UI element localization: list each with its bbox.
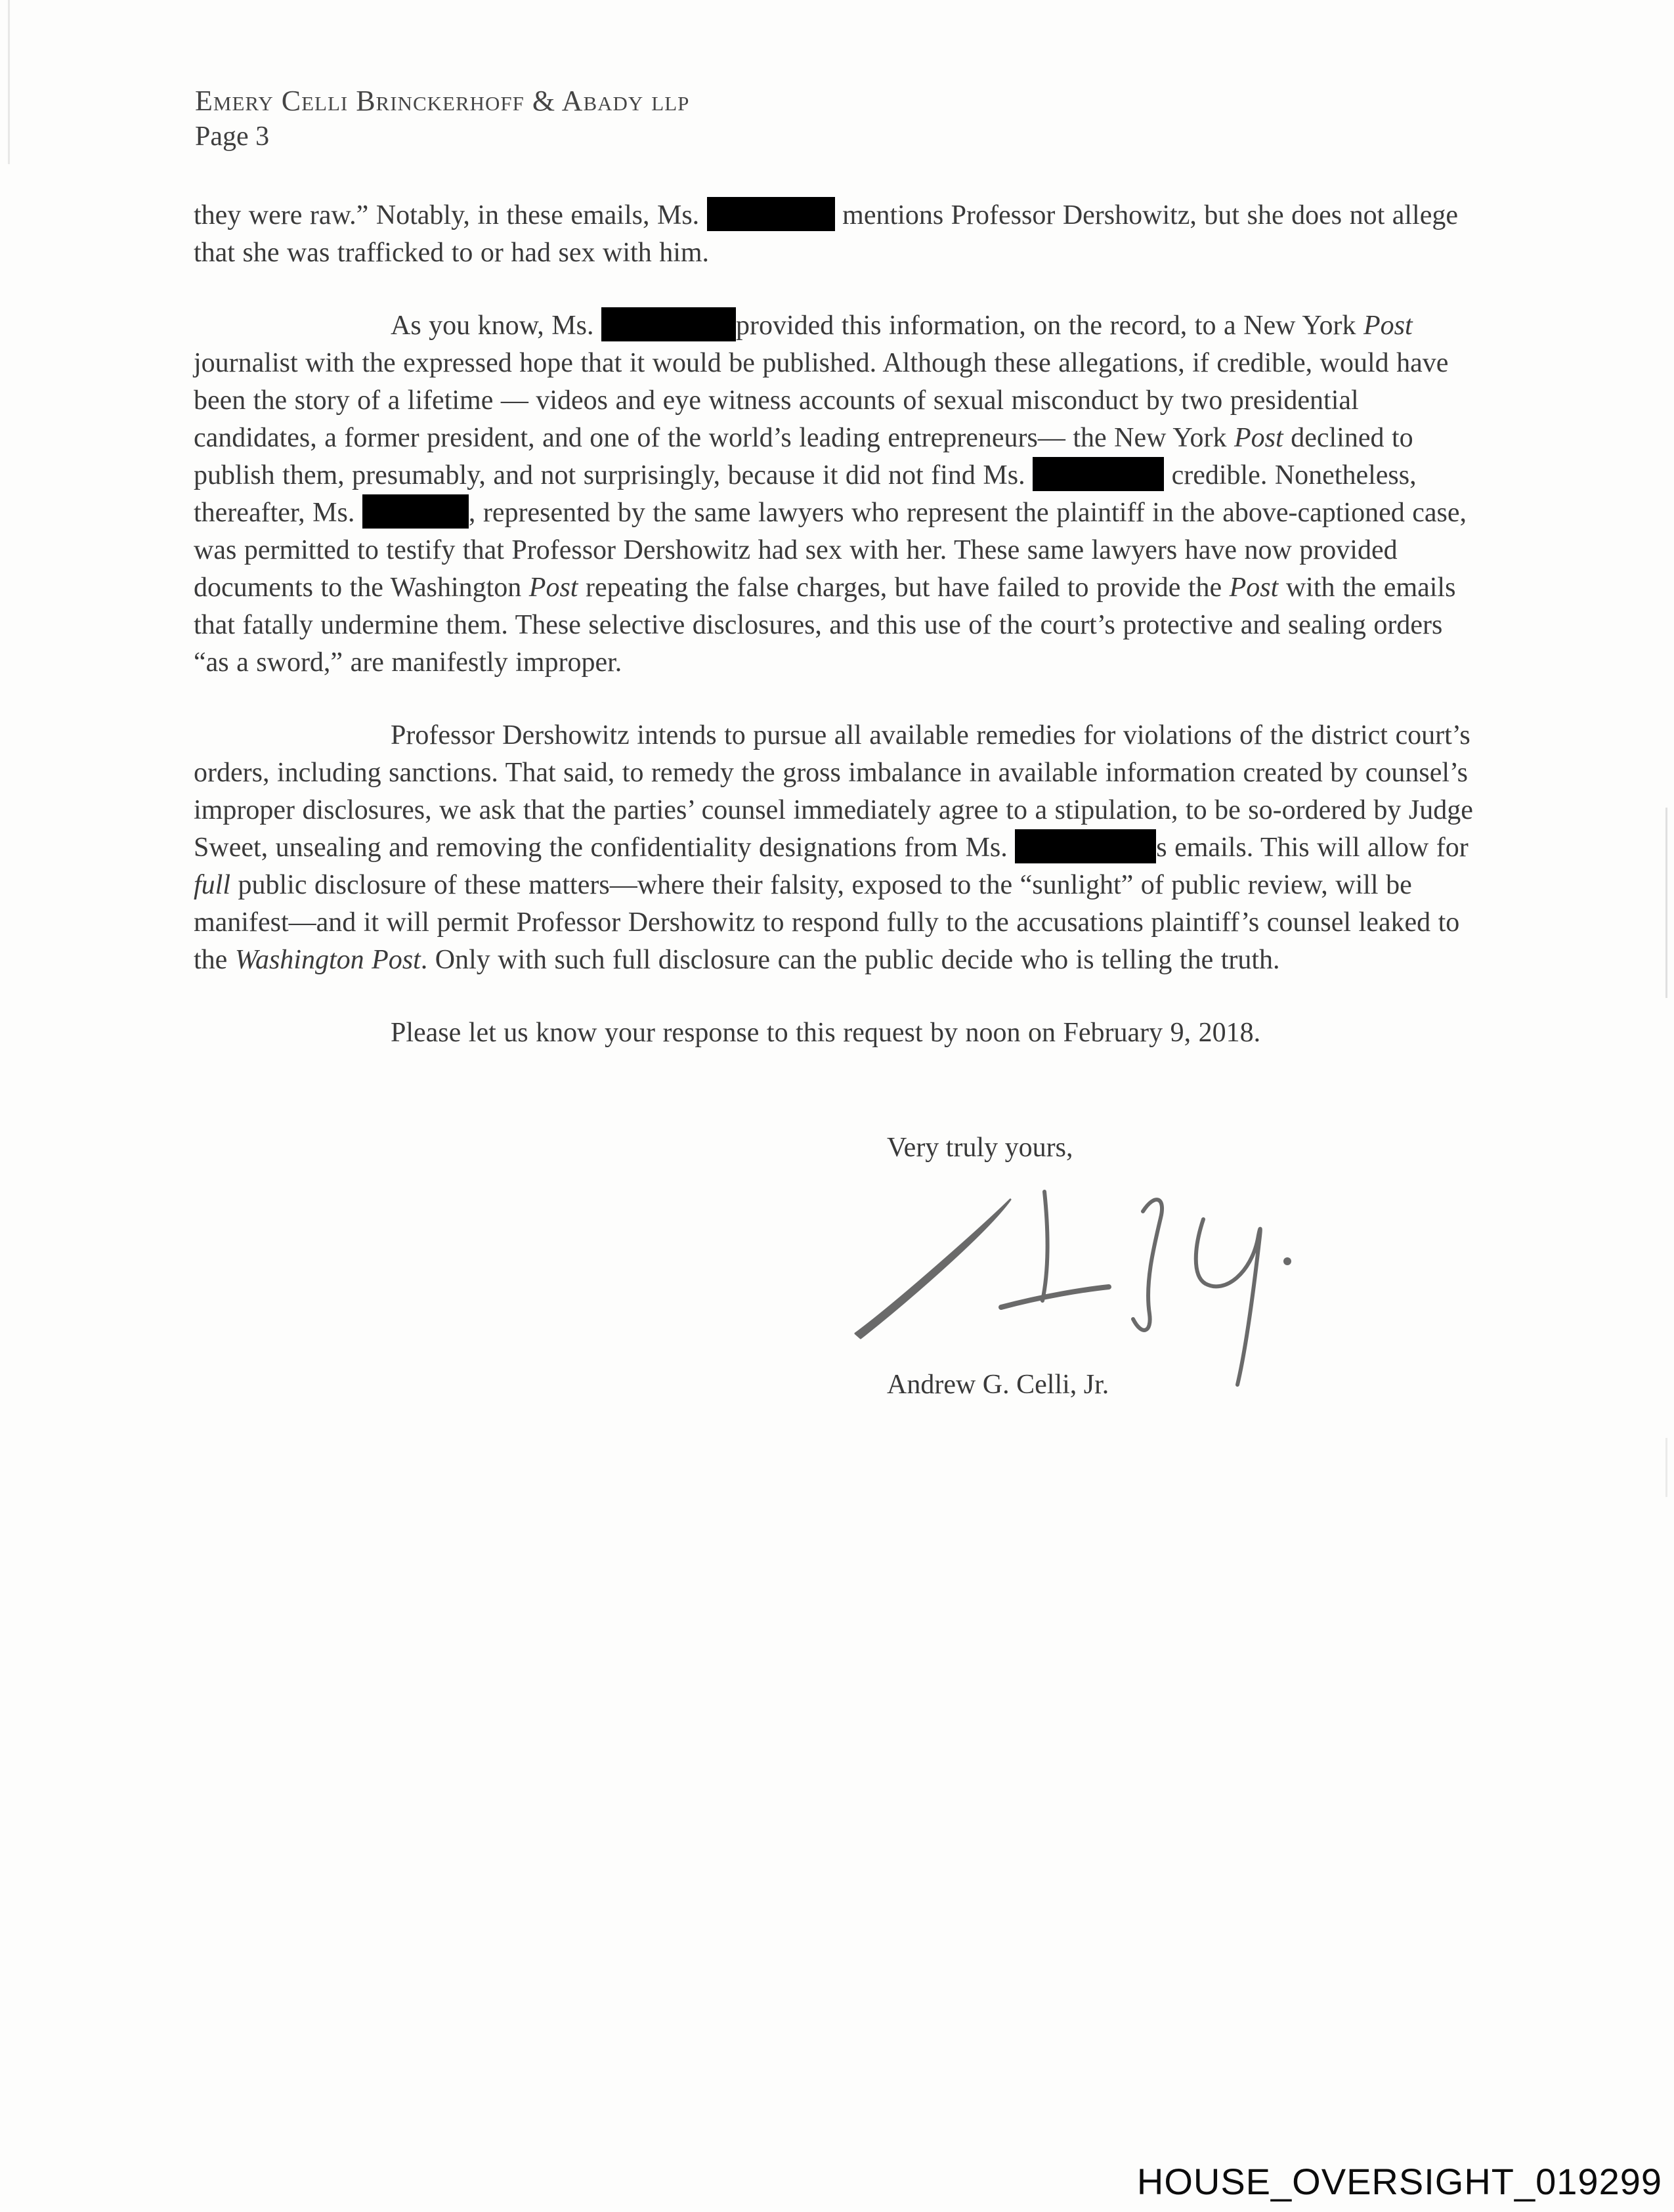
text-run: they were raw.” Notably, in these emails, Ms. bbox=[194, 200, 707, 230]
letterhead bbox=[195, 84, 689, 155]
signature-area bbox=[846, 1171, 1306, 1400]
text-run: Post bbox=[1234, 423, 1283, 453]
scan-edge-artifact bbox=[1665, 1438, 1667, 1497]
letter-paragraph bbox=[194, 1014, 1484, 1052]
redaction-bar bbox=[1015, 829, 1156, 863]
letter-paragraph bbox=[194, 197, 1484, 272]
redaction-bar bbox=[707, 197, 835, 231]
text-run: . Only with such full disclosure can the public decide who is telling the truth. bbox=[420, 945, 1280, 975]
redaction-bar bbox=[1033, 457, 1164, 491]
page-number: Page 3 bbox=[195, 121, 270, 152]
letter-paragraph bbox=[194, 307, 1484, 682]
scan-edge-artifact bbox=[1665, 808, 1667, 998]
closing-block bbox=[887, 1129, 1386, 1404]
text-run: mentions Professor Dershowitz, but she does not allege that she was trafficked to or had sex with him. bbox=[194, 200, 1459, 268]
bates-number: HOUSE_OVERSIGHT_019299 bbox=[1136, 2161, 1662, 2202]
text-run: with the emails that fatally undermine them. These selective disclosures, and this use of the court’s protective and sealing orders “as a sword,” are manifestly improper. bbox=[194, 573, 1456, 678]
text-run: journalist with the expressed hope that it would be published. Although these allegations, if credible, would have been the story of a lifetime — videos and eye witness accounts of sexual misconduct by two presidential candidates, a former president, and one of the world’s leading entrepreneurs— the New York bbox=[194, 348, 1449, 453]
text-run: , represented by the same lawyers who represent the plaintiff in the above-captioned case, was permitted to testify that Professor Dershowitz had sex with her. These same lawyers have now provided documents to the Washington bbox=[194, 498, 1467, 603]
text-run: repeating the false charges, but have failed to provide the bbox=[578, 573, 1230, 603]
handwritten-signature-icon bbox=[846, 1171, 1306, 1400]
redaction-bar bbox=[362, 494, 469, 529]
text-run: s emails. This will allow for bbox=[1156, 833, 1469, 863]
text-run: Washington Post bbox=[234, 945, 421, 975]
text-run: provided this information, on the record, to a New York bbox=[735, 311, 1363, 341]
text-run: full bbox=[194, 870, 231, 900]
text-run: Post bbox=[1363, 311, 1413, 341]
letter-body bbox=[194, 197, 1484, 1404]
text-run: public disclosure of these matters—where their falsity, exposed to the “sunlight” of public review, will be manifest—and it will permit Professor Dershowitz to respond fully to the accusations plaintiff’s counsel leaked to the bbox=[194, 870, 1460, 975]
letter-paragraph bbox=[194, 717, 1484, 979]
scan-edge-artifact bbox=[8, 0, 10, 164]
valediction: Very truly yours, bbox=[887, 1133, 1073, 1163]
text-run: credible. Nonetheless, thereafter, Ms. bbox=[194, 460, 1417, 528]
text-run: As you know, Ms. bbox=[391, 311, 601, 341]
text-run: Professor Dershowitz intends to pursue all available remedies for violations of the district court’s orders, including sanctions. That said, to remedy the gross imbalance in available information created by counsel’s improper disclosures, we ask that the parties’ counsel immediately agree to a stipulation, to be so-ordered by Judge Sweet, unsealing and removing the confidentiality designations from Ms. bbox=[194, 720, 1473, 863]
text-run: Please let us know your response to this request by noon on February 9, 2018. bbox=[391, 1018, 1261, 1048]
signatory-name: Andrew G. Celli, Jr. bbox=[887, 1370, 1109, 1400]
text-run: Post bbox=[1229, 573, 1279, 603]
firm-name: Emery Celli Brinckerhoff & Abady llp bbox=[195, 85, 690, 117]
redaction-bar bbox=[601, 307, 736, 341]
text-run: declined to publish them, presumably, and not surprisingly, because it did not find Ms. bbox=[194, 423, 1413, 490]
text-run: Post bbox=[528, 573, 578, 603]
